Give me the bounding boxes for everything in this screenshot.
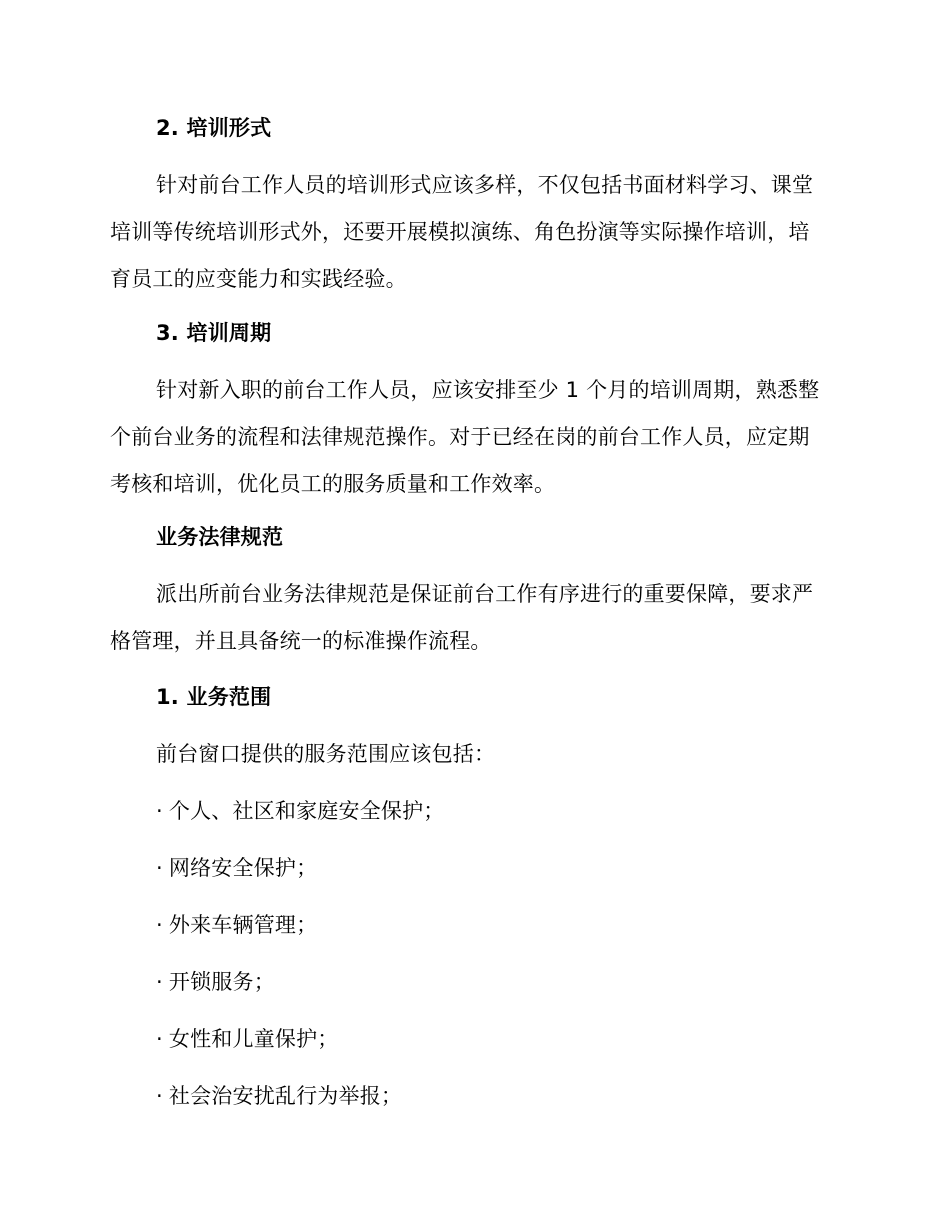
- bullet-icon: ·: [156, 799, 163, 823]
- scope-intro-text: 前台窗口提供的服务范围应该包括：: [156, 742, 496, 766]
- bullet-icon: ·: [156, 1084, 163, 1108]
- list-item-text: 女性和儿童保护；: [168, 1027, 339, 1051]
- paragraph-line: 个前台业务的流程和法律规范操作。对于已经在岗的前台工作人员，应定期: [110, 425, 810, 449]
- list-item: [110, 959, 832, 1006]
- list-item-text: 外来车辆管理；: [168, 913, 318, 937]
- list-item-text: 开锁服务；: [168, 970, 275, 994]
- list-item: [110, 845, 832, 892]
- paragraph-line: 育员工的应变能力和实践经验。: [110, 267, 407, 291]
- paragraph-line: 派出所前台业务法律规范是保证前台工作有序进行的重要保障，要求严: [156, 582, 814, 606]
- list-item: [110, 788, 832, 835]
- paragraph-legal-norms: [110, 571, 832, 665]
- list-item: [110, 902, 832, 949]
- paragraph-line: 针对新入职的前台工作人员，应该安排至少 1 个月的培训周期，熟悉整: [156, 378, 820, 402]
- bullet-icon: ·: [156, 970, 163, 994]
- list-item-text: 个人、社区和家庭安全保护；: [168, 799, 445, 823]
- list-item: [110, 1016, 832, 1063]
- list-item-text: 网络安全保护；: [168, 856, 318, 880]
- bullet-icon: ·: [156, 913, 163, 937]
- scope-intro: [110, 731, 832, 778]
- paragraph-training-form: [110, 162, 832, 303]
- list-item-text: 社会治安扰乱行为举报；: [168, 1084, 403, 1108]
- heading-legal-norms: 业务法律规范: [156, 525, 284, 549]
- paragraph-line: 格管理，并且具备统一的标准操作流程。: [110, 629, 492, 653]
- heading-training-form: 2. 培训形式: [156, 116, 272, 140]
- bullet-icon: ·: [156, 1027, 163, 1051]
- paragraph-line: 培训等传统培训形式外，还要开展模拟演练、角色扮演等实际操作培训，培: [110, 220, 810, 244]
- paragraph-line: 针对前台工作人员的培训形式应该多样，不仅包括书面材料学习、课堂: [156, 173, 814, 197]
- list-item: [110, 1073, 832, 1120]
- heading-business-scope: 1. 业务范围: [156, 685, 272, 709]
- paragraph-training-period: [110, 367, 832, 508]
- paragraph-line: 考核和培训，优化员工的服务质量和工作效率。: [110, 472, 556, 496]
- bullet-icon: ·: [156, 856, 163, 880]
- heading-training-period: 3. 培训周期: [156, 321, 272, 345]
